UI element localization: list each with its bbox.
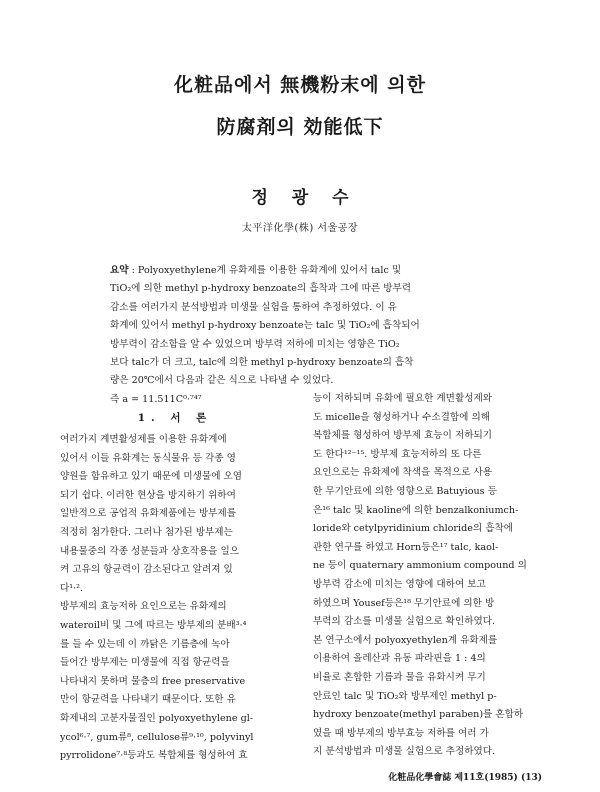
right-column-body (313, 390, 543, 762)
body-text-line: 를 들 수 있는데 이 까닭은 기름층에 녹아 (60, 638, 230, 650)
body-text-line: hydroxy benzoate(methyl paraben)를 혼합하 (313, 709, 524, 721)
body-text-line: ne 등이 quaternary ammonium compound 의 (313, 560, 527, 572)
abstract-line: 요약 : Polyoxyethylene계 유화제를 이용한 유화계에 있어서 talc 및 (110, 265, 402, 276)
body-text-line: 은¹⁶ talc 및 kaoline에 의한 benzalkoniumch- (313, 504, 519, 516)
body-text-line: 방부력 감소에 미치는 영향에 대하여 보고 (313, 578, 486, 590)
body-text-line: 내용물중의 각종 성분들과 상호작용을 일으 (60, 545, 240, 557)
body-text-line: 였을 때 방부제의 방부효능 저하를 여러 가 (313, 727, 489, 739)
abstract-line-text: Polyoxyethylene계 유화제를 이용한 유화계에 있어서 talc 및 (137, 265, 402, 276)
body-text-line: wateroil비 및 그에 따르는 방부제의 분배³·⁴ (60, 619, 247, 631)
body-text-line: 부력의 감소를 미생물 실험으로 확인하였다. (313, 616, 496, 628)
body-text-line: 만이 항균력을 나타내기 때문이다. 또한 유 (60, 694, 236, 706)
left-column-body (60, 431, 290, 766)
body-text-line: 화제내의 고분자물질인 polyoxyethylene gl- (60, 712, 254, 724)
body-text-line: 비율로 혼합한 기름과 물을 유화시켜 무기 (313, 671, 486, 683)
abstract-line: 감소를 여러가지 분석방법과 미생물 실험을 통하여 추정하였다. 이 유 (110, 301, 397, 313)
body-text-line: 양원을 함유하고 있기 때문에 미생물에 오염 (60, 471, 243, 483)
body-text-line: 들어간 방부제는 미생물에 직접 항균력을 (60, 657, 230, 669)
abstract-line: 방부력이 감소함을 알 수 있었으며 방부력 저하에 미치는 영향은 TiO₂ (110, 338, 400, 350)
body-text-line: 지 분석방법과 미생물 실험으로 추정하였다. (313, 746, 496, 758)
abstract-line: 보다 talc가 더 크고, talc에 의한 methyl p-hydroxy benzoate의 흡착 (110, 357, 414, 369)
left-column (60, 390, 290, 766)
right-column (313, 390, 543, 762)
body-text-line: 적정히 첨가한다. 그러나 첨가된 방부제는 (60, 526, 233, 538)
author-affiliation: 太平洋化學(株) 서울공장 (241, 223, 359, 234)
body-text-line: 복합체를 형성하여 방부제 효능이 저하되기 (313, 430, 493, 442)
body-text-line: 다¹·². (60, 582, 84, 594)
abstract-equation: 즉 a = 11.511C⁰·⁷⁴⁷ (110, 393, 202, 405)
body-text-line: 나타내지 못하며 물층의 free preservative (60, 675, 246, 687)
abstract-line: 량은 20℃에서 다음과 같은 식으로 나타낼 수 있었다. (110, 375, 334, 387)
body-text-line: 켜 고유의 항균력이 감소된다고 알려져 있 (60, 564, 233, 576)
body-text-line: ycol⁶·⁷, gum류⁸, cellulose류⁹·¹⁰, polyvinyl (60, 731, 254, 743)
body-text-line: 도 한다¹²⁻¹⁵. 방부제 효능저하의 또 다른 (313, 448, 482, 460)
body-text-line: 관한 연구를 하였고 Horn등은¹⁷ talc, kaol- (313, 541, 499, 553)
body-text-line: 능이 저하되며 유화에 필요한 계면활성제와 (313, 393, 493, 404)
section-heading: 1. 서 론 (137, 412, 213, 424)
abstract-line: 화계에 있어서 methyl p-hydroxy benzoate는 talc 및 TiO₂에 흡착되어 (110, 320, 420, 332)
abstract-label: 요약 (110, 265, 129, 276)
journal-footer: 化粧品化學會誌 제11호(1985) (13) (388, 773, 542, 783)
body-text-line: 본 연구소에서 polyoxyethylen계 유화제를 (313, 634, 498, 646)
body-text-line: 한 무기안료에 의한 영향으로 Batuyious 등 (313, 485, 497, 497)
title-line-2: 防腐剤의 効能低下 (216, 116, 384, 138)
body-text-line: 방부제의 효능저하 요인으로는 유화제의 (60, 601, 227, 613)
body-text-line: 도 micelle을 형성하거나 수소결합에 의해 (313, 411, 490, 423)
body-text-line: 하였으며 Yousef등은¹⁸ 무기안료에 의한 방 (313, 597, 495, 609)
body-text-line: loride와 cetylpyridinium chloride의 흡착에 (313, 523, 514, 535)
body-text-line: pyrrolidone⁷·⁸등과도 복합체를 형성하여 효 (60, 750, 248, 762)
abstract (110, 262, 495, 409)
body-text-line: 있어서 이들 유화계는 동식물유 등 각종 영 (60, 452, 236, 464)
body-text-line: 되기 쉽다. 이러한 현상을 방지하기 위하여 (60, 489, 236, 501)
body-text-line: 이용하여 올레산과 유동 파라핀을 1 : 4의 (313, 653, 486, 665)
body-text-line: 안료인 talc 및 TiO₂와 방부제인 methyl p- (313, 690, 497, 702)
author-name: 정 광 수 (251, 188, 349, 208)
title-line-1: 化粧品에서 無機粉末에 의한 (173, 74, 426, 96)
body-text-line: 일반적으로 공업적 유화제품에는 방부제를 (60, 508, 236, 520)
body-text-line: 여러가지 계면활성제를 이용한 유화계에 (60, 434, 227, 445)
body-text-line: 요인으로는 유화제에 착색을 목적으로 사용 (313, 467, 493, 479)
abstract-line: TiO₂에 의한 methyl p-hydroxy benzoate의 흡착과 그에 따른 방부력 (110, 283, 412, 295)
